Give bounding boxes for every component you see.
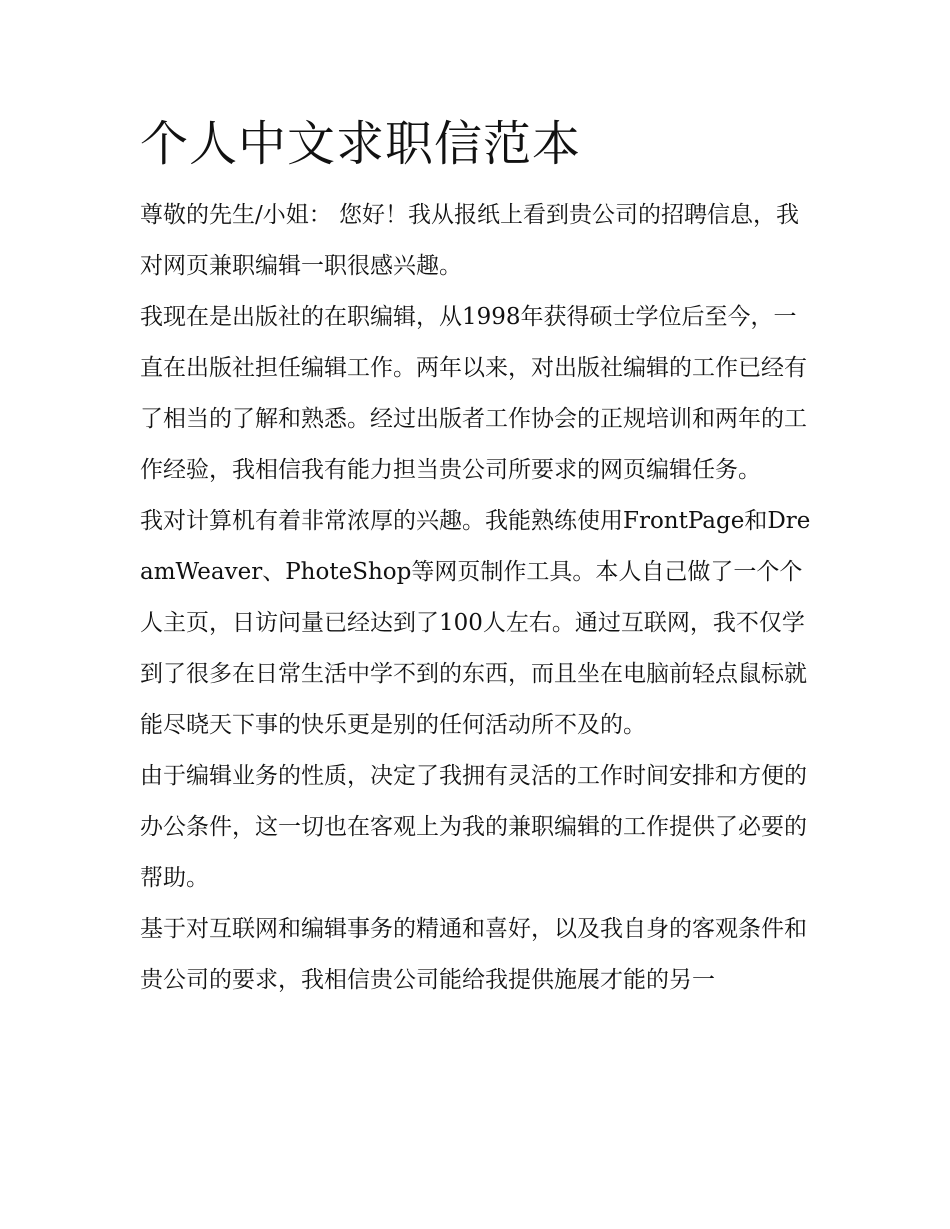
document-title: 个人中文求职信范本	[140, 116, 582, 172]
paragraph-work-conditions: 由于编辑业务的性质，决定了我拥有灵活的工作时间安排和方便的办公条件，这一切也在客观上为我的兼职编辑的工作提供了必要的帮助。	[140, 763, 807, 891]
paragraph-computer-skills: 我对计算机有着非常浓厚的兴趣。我能熟练使用FrontPage和DreamWeaver、PhoteShop等网页制作工具。本人自己做了一个个人主页，日访问量已经达到了100人左右。通过互联网，我不仅学到了很多在日常生活中学不到的东西，而且坐在电脑前轻点鼠标就能尽晓天下事的快乐更是别的任何活动所不及的。	[140, 508, 811, 738]
paragraph-greeting: 尊敬的先生/小姐： 您好！我从报纸上看到贵公司的招聘信息，我对网页兼职编辑一职很感兴趣。	[140, 202, 800, 279]
paragraph-conclusion: 基于对互联网和编辑事务的精通和喜好，以及我自身的客观条件和贵公司的要求，我相信贵公司能给我提供施展才能的另一	[140, 916, 807, 993]
paragraph-experience: 我现在是出版社的在职编辑，从1998年获得硕士学位后至今，一直在出版社担任编辑工作。两年以来，对出版社编辑的工作已经有了相当的了解和熟悉。经过出版者工作协会的正规培训和两年的工作经验，我相信我有能力担当贵公司所要求的网页编辑任务。	[140, 304, 807, 483]
document-body	[140, 112, 812, 1006]
